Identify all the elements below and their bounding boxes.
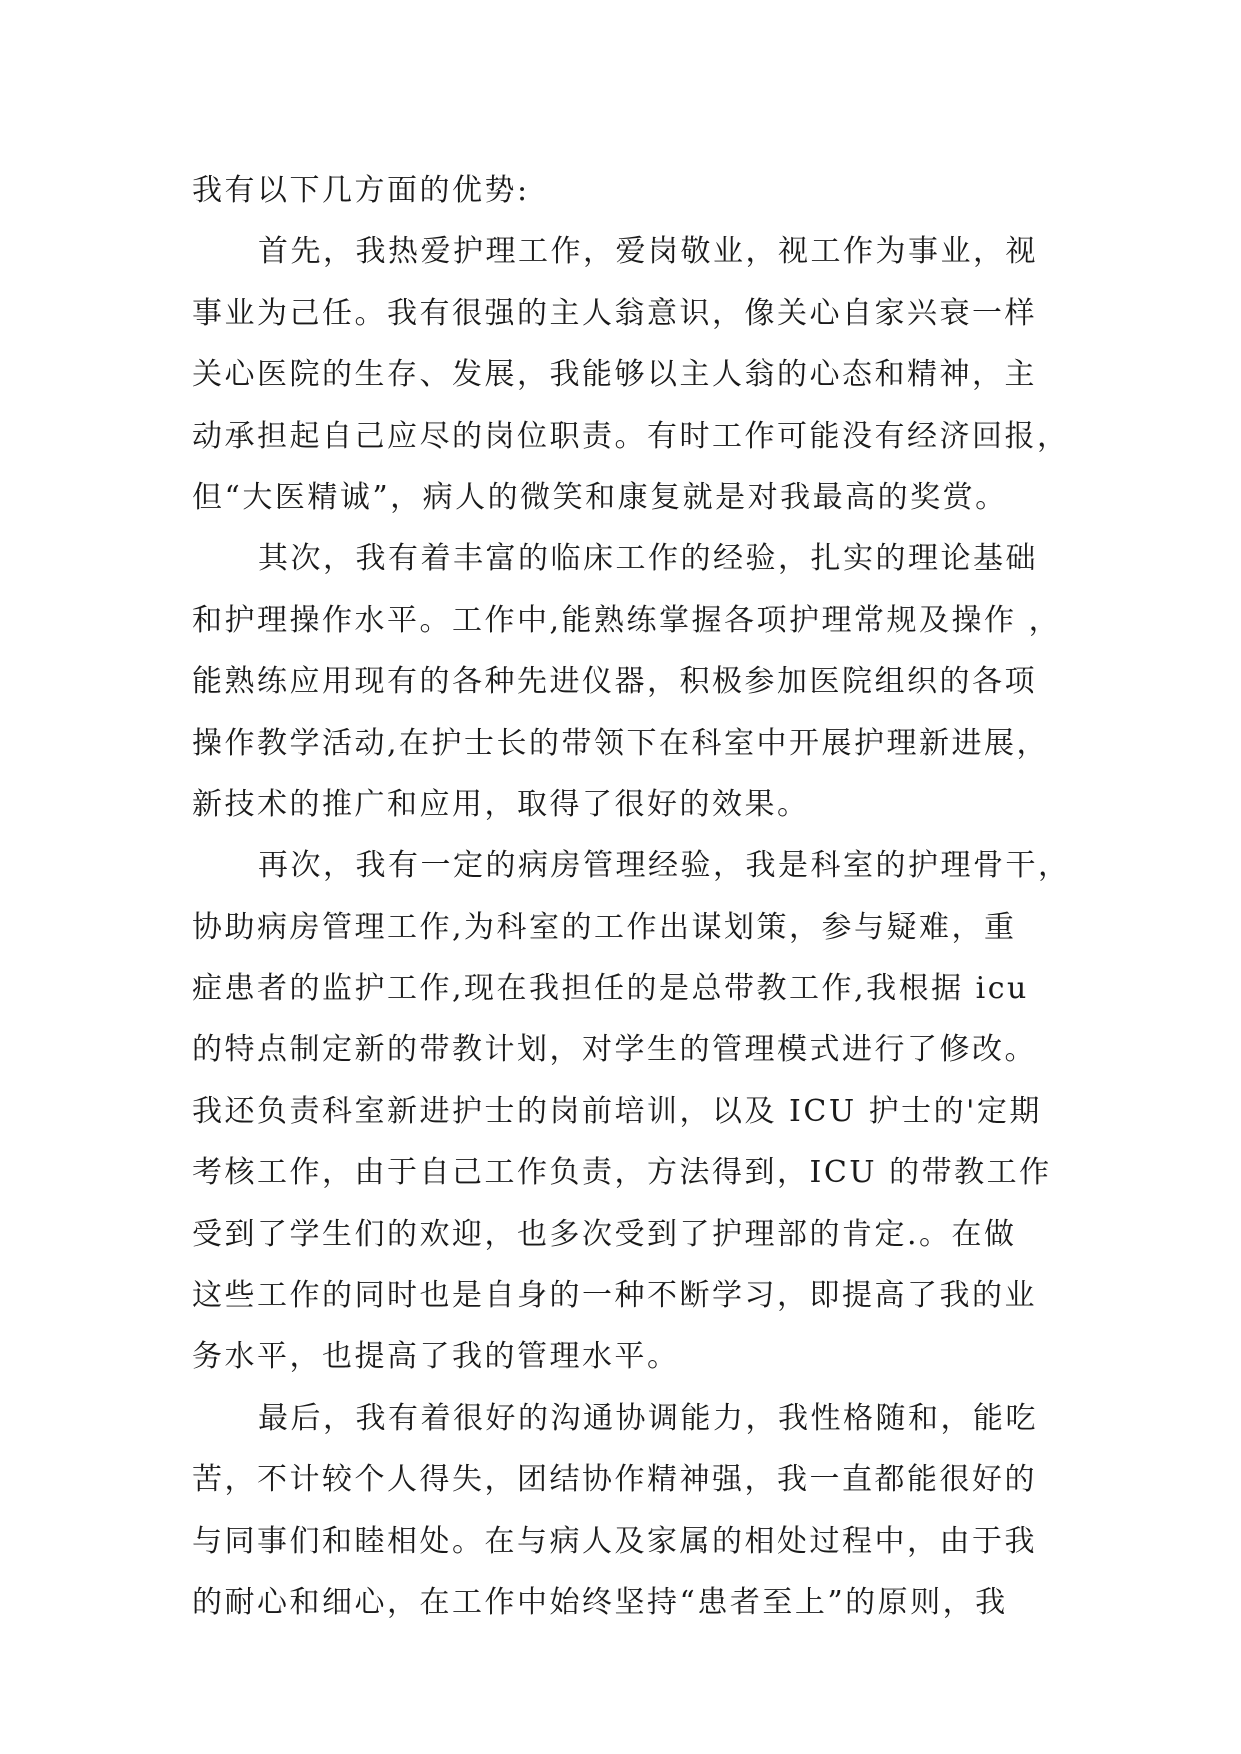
text-line: 最后，我有着很好的沟通协调能力，我性格随和，能吃 (258, 1400, 1038, 1436)
text-line: 考核工作，由于自己工作负责，方法得到，ICU 的带教工作 (192, 1155, 1052, 1191)
text-line: 但“大医精诚”，病人的微笑和康复就是对我最高的奖赏。 (192, 479, 1008, 515)
text-line: 事业为己任。我有很强的主人翁意识，像关心自家兴衰一样 (192, 295, 1037, 331)
text-line: 的耐心和细心，在工作中始终坚持“患者至上”的原则，我 (192, 1584, 1008, 1620)
document-body (192, 160, 1071, 1633)
text-line: 和护理操作水平。工作中,能熟练掌握各项护理常规及操作 ， (192, 602, 1062, 638)
text-line: 操作教学活动,在护士长的带领下在科室中开展护理新进展， (192, 725, 1050, 761)
text-line: 的特点制定新的带教计划，对学生的管理模式进行了修改。 (192, 1032, 1037, 1068)
text-line: 关心医院的生存、发展，我能够以主人翁的心态和精神，主 (192, 357, 1037, 393)
text-line: 受到了学生们的欢迎，也多次受到了护理部的肯定.。在做 (192, 1216, 1017, 1252)
text-line: 能熟练应用现有的各种先进仪器，积极参加医院组织的各项 (192, 664, 1037, 700)
text-line: 这些工作的同时也是自身的一种不断学习，即提高了我的业 (192, 1278, 1037, 1314)
text-line: 我有以下几方面的优势: (192, 173, 530, 208)
text-line: 首先，我热爱护理工作，爱岗敬业，视工作为事业，视 (258, 234, 1038, 270)
text-line: 务水平，也提高了我的管理水平。 (192, 1339, 680, 1375)
text-line: 再次，我有一定的病房管理经验，我是科室的护理骨干， (258, 848, 1071, 884)
text-line: 动承担起自己应尽的岗位职责。有时工作可能没有经济回报， (192, 418, 1070, 454)
text-line: 与同事们和睦相处。在与病人及家属的相处过程中，由于我 (192, 1523, 1037, 1559)
text-line: 苦，不计较个人得失，团结协作精神强，我一直都能很好的 (192, 1462, 1037, 1498)
text-line: 其次，我有着丰富的临床工作的经验，扎实的理论基础 (258, 541, 1038, 577)
text-line: 我还负责科室新进护士的岗前培训，以及 ICU 护士的'定期 (192, 1093, 1042, 1129)
text-line: 新技术的推广和应用，取得了很好的效果。 (192, 786, 810, 822)
text-line: 协助病房管理工作,为科室的工作出谋划策，参与疑难，重 (192, 909, 1017, 945)
text-line: 症患者的监护工作,现在我担任的是总带教工作,我根据 icu (192, 971, 1029, 1007)
